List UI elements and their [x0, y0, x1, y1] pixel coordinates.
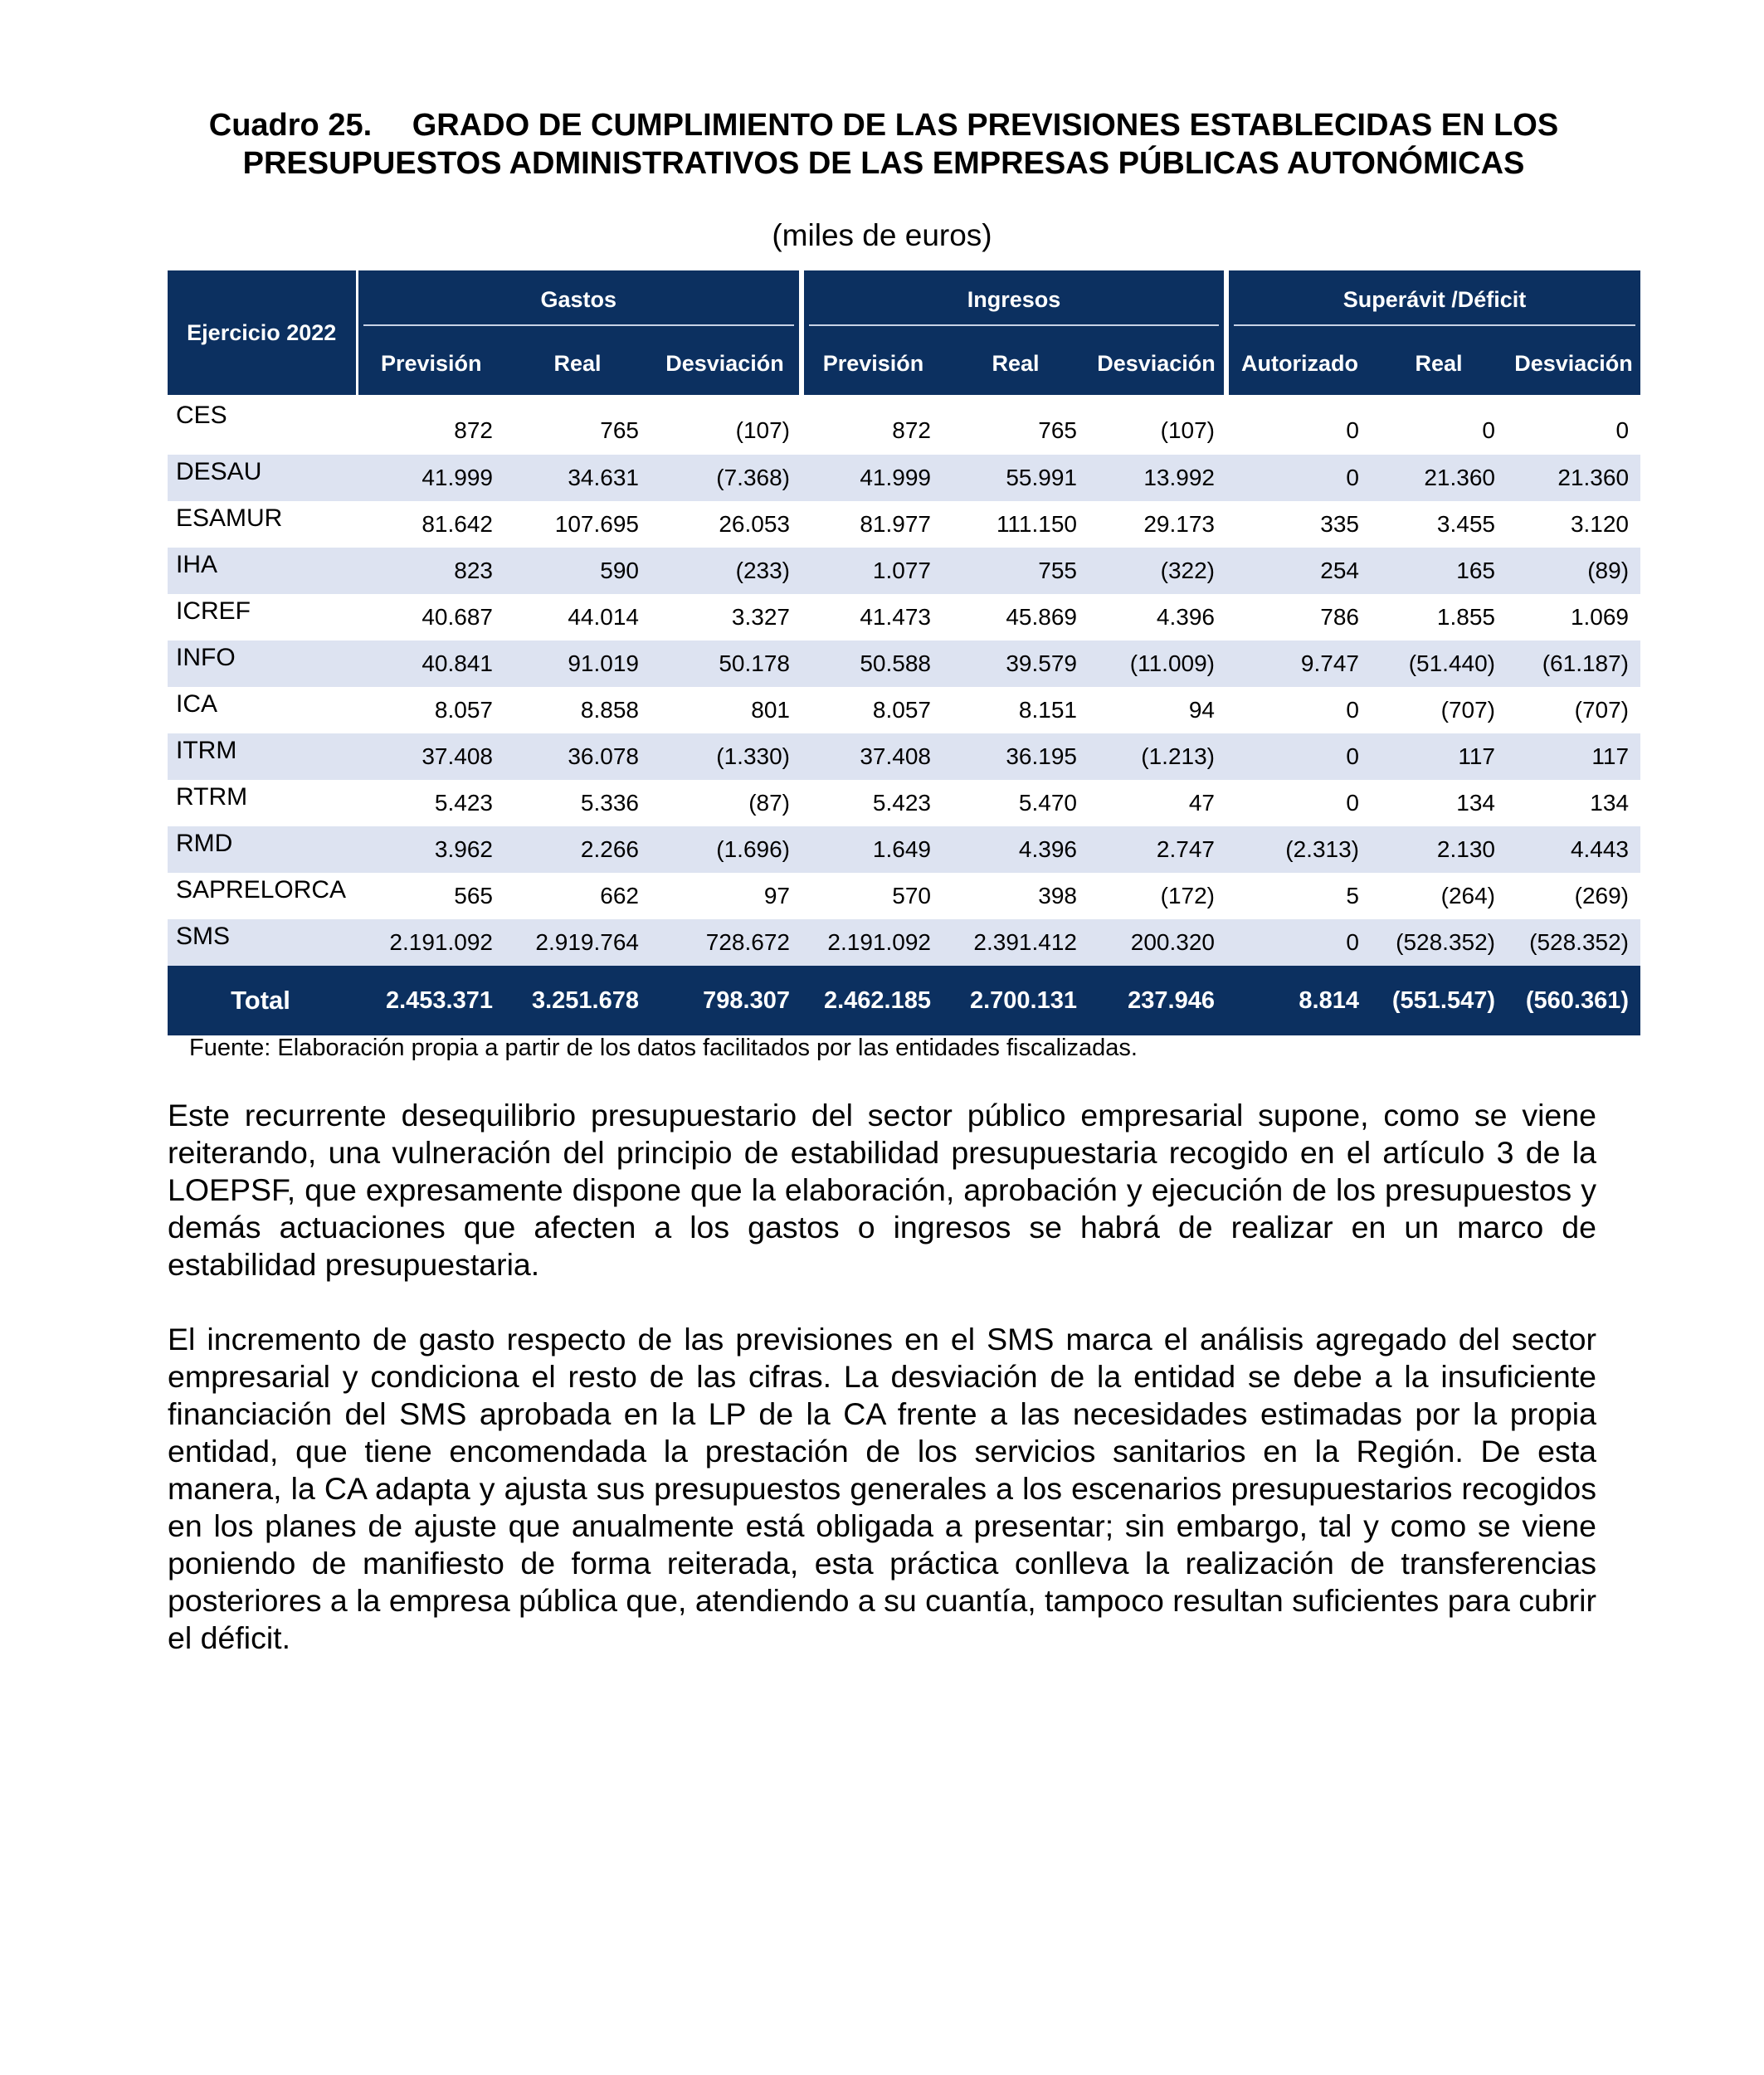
table-cell: 36.195 — [943, 733, 1089, 780]
source-note: Fuente: Elaboración propia a partir de los datos facilitados por las entidades fiscalizadas. — [189, 1035, 1138, 1061]
entity-name: IHA — [168, 548, 357, 594]
table-cell: (1.330) — [651, 733, 802, 780]
table-cell: 9.747 — [1226, 641, 1371, 687]
units-caption: (miles de euros) — [772, 218, 992, 252]
group-label-superavit: Superávit /Déficit — [1342, 286, 1527, 312]
table-cell: 47 — [1188, 790, 1215, 816]
table-cell: 0 — [1346, 697, 1359, 723]
table-cell: (264) — [1440, 883, 1495, 908]
total-cell: (560.361) — [1507, 966, 1640, 1035]
table-row — [168, 733, 1640, 780]
col-header: Desviación — [651, 332, 802, 395]
entity-name: ITRM — [168, 733, 357, 780]
table-cell: 200.320 — [1089, 919, 1226, 966]
table-cell: 0 — [1226, 733, 1371, 780]
table-cell: 4.443 — [1507, 826, 1640, 873]
title-line-2: PRESUPUESTOS ADMINISTRATIVOS DE LAS EMPRESAS PÚBLICAS AUTONÓMICAS — [242, 146, 1525, 181]
table-cell: 398 — [1038, 883, 1077, 908]
table-cell: (107) — [735, 417, 790, 443]
group-rule — [1234, 324, 1635, 326]
table-cell: 55.991 — [943, 455, 1089, 501]
entity-name: CES — [176, 402, 227, 429]
table-cell: 117 — [1507, 733, 1640, 780]
total-cell: 237.946 — [1089, 966, 1226, 1035]
table-cell: 3.455 — [1436, 511, 1495, 537]
table-cell: 21.360 — [1507, 455, 1640, 501]
table-cell: (322) — [1089, 548, 1226, 594]
table-row — [168, 455, 1640, 501]
table-cell: 3.962 — [357, 826, 504, 873]
table-cell: (528.352) — [1371, 919, 1507, 966]
table-cell: 5.470 — [1018, 790, 1077, 816]
table-cell: 94 — [1188, 697, 1215, 723]
table-cell: 0 — [1226, 455, 1371, 501]
group-header-row — [168, 270, 1640, 332]
table-cell: (528.352) — [1507, 919, 1640, 966]
table-cell: 662 — [600, 883, 639, 908]
table-cell: (1.213) — [1089, 733, 1226, 780]
entity-name: RTRM — [176, 783, 248, 811]
table-cell: 4.396 — [1156, 604, 1215, 630]
table-cell: 2.391.412 — [943, 919, 1089, 966]
table-cell: (707) — [1574, 697, 1630, 723]
table-cell: 8.057 — [434, 697, 493, 723]
table-cell: 37.408 — [802, 733, 943, 780]
table-cell: 1.069 — [1570, 604, 1630, 630]
table-cell: 2.191.092 — [357, 919, 504, 966]
table-title — [124, 106, 1643, 183]
table-body — [168, 395, 1640, 1035]
total-cell: 8.814 — [1226, 966, 1371, 1035]
table-cell: 1.077 — [802, 548, 943, 594]
group-rule — [363, 324, 795, 326]
table-cell: (107) — [1160, 417, 1215, 443]
col-header: Previsión — [357, 332, 504, 395]
table-cell: 165 — [1371, 548, 1507, 594]
entity-name: ESAMUR — [176, 504, 283, 532]
total-cell: 2.453.371 — [357, 966, 504, 1035]
table-cell: (233) — [651, 548, 802, 594]
table-row — [168, 548, 1640, 594]
table-cell: 801 — [751, 697, 790, 723]
col-header: Autorizado — [1226, 332, 1371, 395]
col-header: Previsión — [802, 332, 943, 395]
entity-name: ICA — [176, 690, 218, 718]
table-cell: 728.672 — [651, 919, 802, 966]
total-label: Total — [168, 966, 357, 1035]
budget-table — [168, 270, 1640, 1035]
group-header-ingresos — [802, 270, 1226, 332]
table-cell: 755 — [943, 548, 1089, 594]
table-cell: 97 — [763, 883, 790, 908]
total-cell: 798.307 — [651, 966, 802, 1035]
table-row — [168, 395, 1640, 455]
entity-name: INFO — [168, 641, 357, 687]
total-cell: 3.251.678 — [504, 966, 651, 1035]
table-cell: 134 — [1456, 790, 1495, 816]
table-cell: 45.869 — [1006, 604, 1077, 630]
table-cell: 13.992 — [1089, 455, 1226, 501]
paragraph-1: Este recurrente desequilibrio presupuestario del sector público empresarial supone, como se viene reiterando, una vulneración del principio de estabilidad presupuestaria recogido en el artículo 3 de la LOEPSF, que expresamente dispone que la elaboración, aprobación y ejecución de los presupuestos y demás actuaciones que afecten a los gastos o ingresos se habrá de realizar en un marco de estabilidad presupuestaria. — [168, 1098, 1596, 1282]
table-cell: (11.009) — [1089, 641, 1226, 687]
table-cell: 0 — [1615, 417, 1630, 443]
table-cell: 0 — [1346, 417, 1359, 443]
table-cell: 41.999 — [357, 455, 504, 501]
title-line-1: Cuadro 25. GRADO DE CUMPLIMIENTO DE LAS PREVISIONES ESTABLECIDAS EN LOS — [208, 108, 1559, 143]
table-cell: (61.187) — [1507, 641, 1640, 687]
table-cell: (1.696) — [651, 826, 802, 873]
table-cell: 1.855 — [1436, 604, 1495, 630]
table-cell: 8.057 — [872, 697, 931, 723]
table-cell: 0 — [1346, 790, 1359, 816]
table-cell: 823 — [357, 548, 504, 594]
group-label-ingresos: Ingresos — [967, 286, 1061, 312]
col-header: Real — [1371, 332, 1507, 395]
table-cell: 40.841 — [357, 641, 504, 687]
entity-name: SMS — [168, 919, 357, 966]
table-cell: 134 — [1590, 790, 1630, 816]
table-cell: 8.151 — [1018, 697, 1077, 723]
col-header: Real — [504, 332, 651, 395]
table-cell: 2.919.764 — [504, 919, 651, 966]
table-cell: 81.642 — [422, 511, 493, 537]
table-cell: (7.368) — [651, 455, 802, 501]
group-header-superavit — [1226, 270, 1640, 332]
table-cell: 29.173 — [1143, 511, 1215, 537]
group-header-gastos — [357, 270, 802, 332]
table-cell: 107.695 — [554, 511, 639, 537]
table-cell: 0 — [1226, 919, 1371, 966]
table-cell: 254 — [1226, 548, 1371, 594]
col-header: Desviación — [1089, 332, 1226, 395]
table-row — [168, 641, 1640, 687]
table-row — [168, 780, 1640, 826]
table-cell: 41.999 — [802, 455, 943, 501]
table-cell: 44.014 — [568, 604, 639, 630]
table-cell: 5 — [1346, 883, 1359, 908]
col-header: Real — [943, 332, 1089, 395]
table-cell: 590 — [504, 548, 651, 594]
table-cell: 2.747 — [1089, 826, 1226, 873]
entity-name: SAPRELORCA — [176, 876, 347, 904]
group-label-gastos: Gastos — [540, 286, 617, 312]
col-header: Desviación — [1507, 332, 1640, 395]
entity-name: ICREF — [176, 597, 251, 625]
table-cell: 91.019 — [504, 641, 651, 687]
table-row — [168, 594, 1640, 641]
table-cell: 37.408 — [357, 733, 504, 780]
table-cell: 1.649 — [802, 826, 943, 873]
total-cell: 2.700.131 — [943, 966, 1089, 1035]
table-cell: 765 — [600, 417, 639, 443]
table-cell: 50.178 — [651, 641, 802, 687]
table-row — [168, 919, 1640, 966]
paragraph-2: El incremento de gasto respecto de las previsiones en el SMS marca el análisis agregado del sector empresarial y condiciona el resto de las cifras. La desviación de la entidad se debe a la insuficiente financiación del SMS aprobada en la LP de la CA frente a las necesidades estimadas por la propia entidad, que tiene encomendada la prestación de los servicios sanitarios en la Región. De esta manera, la CA adapta y ajusta sus presupuestos generales a los escenarios presupuestarios recogidos en los planes de ajuste que anualmente está obligada a presentar; sin embargo, tal y como se viene poniendo de manifiesto de forma reiterada, esta práctica conlleva la realización de transferencias posteriores a la empresa pública que, atendiendo a su cuantía, tampoco resultan suficientes para cubrir el déficit. — [168, 1322, 1596, 1655]
table-cell: 34.631 — [504, 455, 651, 501]
table-cell: 26.053 — [719, 511, 790, 537]
table-row — [168, 501, 1640, 548]
table-cell: 40.687 — [422, 604, 493, 630]
total-cell: 2.462.185 — [802, 966, 943, 1035]
table-cell: 2.191.092 — [802, 919, 943, 966]
table-cell: 3.120 — [1570, 511, 1630, 537]
table-cell: (51.440) — [1371, 641, 1507, 687]
table-cell: 3.327 — [731, 604, 790, 630]
table-cell: 5.423 — [872, 790, 931, 816]
table-cell: 36.078 — [504, 733, 651, 780]
table-cell: (707) — [1440, 697, 1495, 723]
table-cell: 565 — [454, 883, 493, 908]
table-cell: 5.336 — [580, 790, 639, 816]
table-cell: 39.579 — [943, 641, 1089, 687]
table-cell: (87) — [748, 790, 790, 816]
table-row — [168, 687, 1640, 733]
table-cell: 0 — [1482, 417, 1495, 443]
table-cell: 21.360 — [1371, 455, 1507, 501]
table-cell: 5.423 — [434, 790, 493, 816]
table-cell: (89) — [1507, 548, 1640, 594]
table-cell: 8.858 — [580, 697, 639, 723]
table-cell: 117 — [1371, 733, 1507, 780]
group-rule — [809, 324, 1219, 326]
table-cell: 41.473 — [860, 604, 931, 630]
corner-header: Ejercicio 2022 — [168, 270, 357, 395]
subheader-row — [168, 332, 1640, 395]
table-cell: 81.977 — [860, 511, 931, 537]
table-cell: (172) — [1160, 883, 1215, 908]
entity-name: RMD — [168, 826, 357, 873]
table-cell: 2.266 — [504, 826, 651, 873]
table-cell: 4.396 — [943, 826, 1089, 873]
table-cell: 335 — [1320, 511, 1359, 537]
table-cell: (2.313) — [1226, 826, 1371, 873]
table-cell: 50.588 — [802, 641, 943, 687]
table-cell: 2.130 — [1371, 826, 1507, 873]
entity-name: DESAU — [168, 455, 357, 501]
table-cell: 872 — [892, 417, 931, 443]
table-cell: 872 — [454, 417, 493, 443]
table-cell: 786 — [1320, 604, 1359, 630]
table-cell: (269) — [1574, 883, 1630, 908]
table-cell: 765 — [1038, 417, 1077, 443]
table-row — [168, 826, 1640, 873]
total-cell: (551.547) — [1371, 966, 1507, 1035]
table-cell: 111.150 — [996, 511, 1077, 537]
total-row — [168, 966, 1640, 1035]
table-cell: 570 — [892, 883, 931, 908]
table-row — [168, 873, 1640, 919]
